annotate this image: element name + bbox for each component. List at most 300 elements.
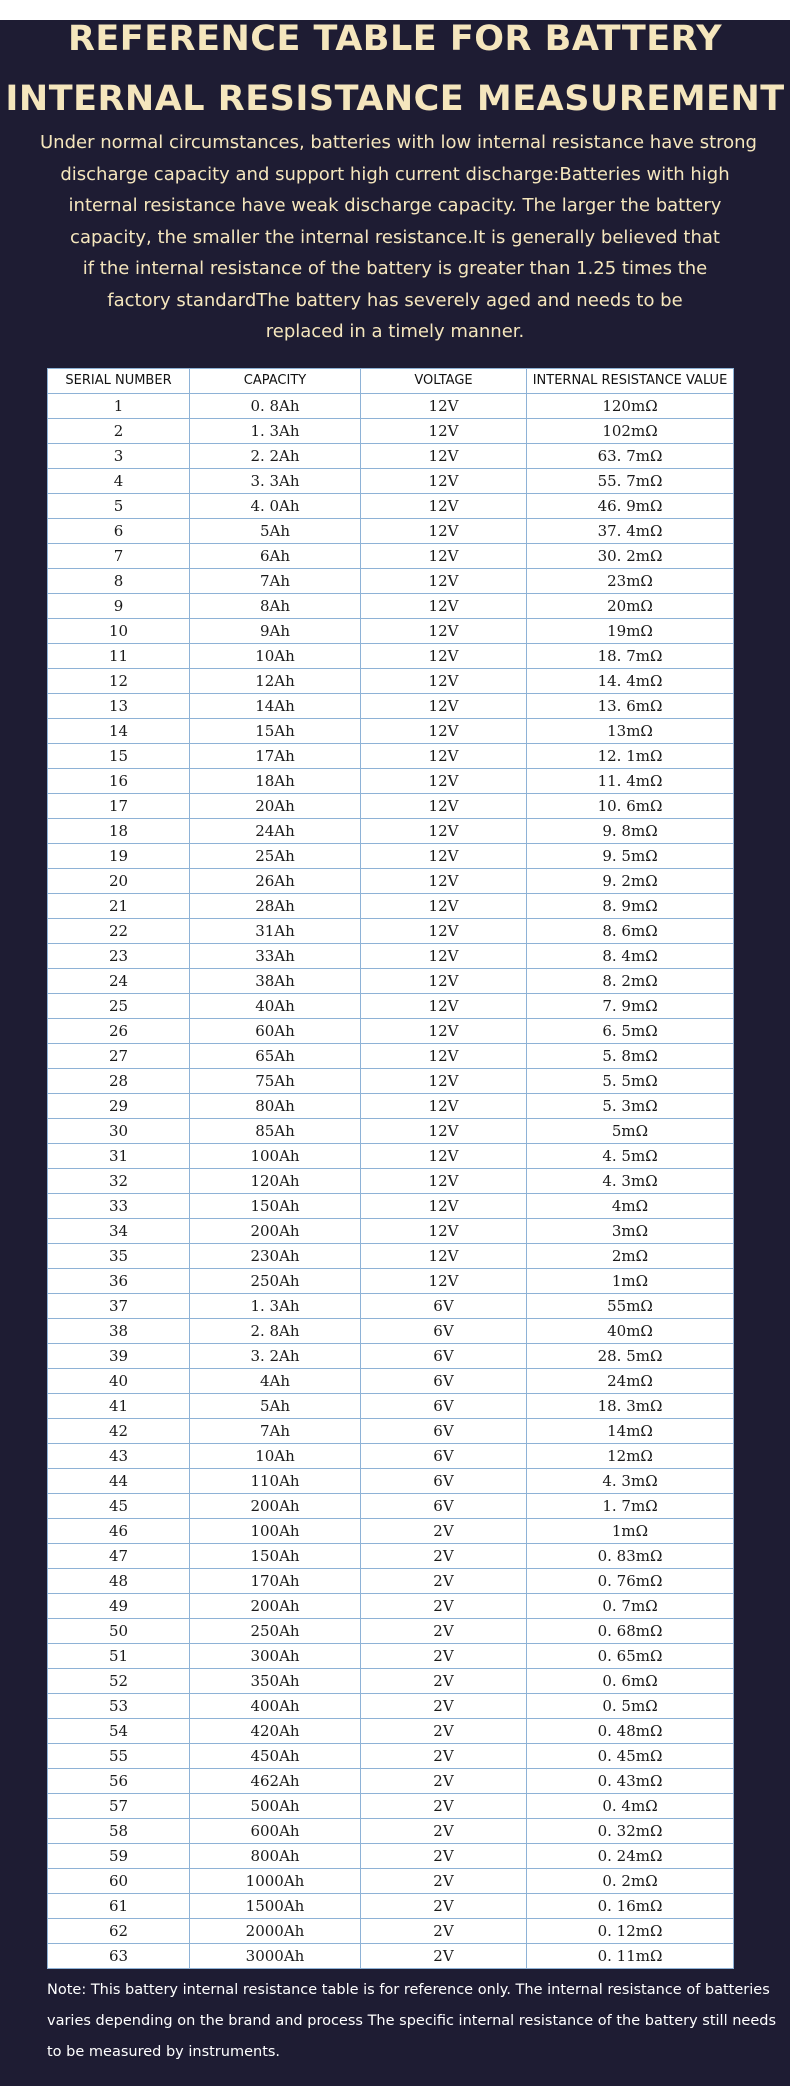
cell-serial-number: 52	[48, 1669, 190, 1694]
cell-capacity: 80Ah	[190, 1094, 361, 1119]
table-row	[48, 1619, 734, 1644]
table-row	[48, 944, 734, 969]
footnote	[47, 1975, 776, 2068]
cell-capacity: 1500Ah	[190, 1894, 361, 1919]
header-internal-resistance: INTERNAL RESISTANCE VALUE	[527, 369, 734, 394]
cell-serial-number: 5	[48, 494, 190, 519]
table-row	[48, 1569, 734, 1594]
cell-voltage: 12V	[361, 519, 527, 544]
cell-serial-number: 37	[48, 1294, 190, 1319]
cell-internal-resistance: 12. 1mΩ	[527, 744, 734, 769]
table-row	[48, 1494, 734, 1519]
table-row	[48, 1819, 734, 1844]
cell-capacity: 65Ah	[190, 1044, 361, 1069]
cell-voltage: 12V	[361, 1244, 527, 1269]
cell-serial-number: 29	[48, 1094, 190, 1119]
cell-serial-number: 58	[48, 1819, 190, 1844]
cell-serial-number: 55	[48, 1744, 190, 1769]
cell-serial-number: 47	[48, 1544, 190, 1569]
table-row	[48, 1119, 734, 1144]
cell-voltage: 12V	[361, 794, 527, 819]
cell-voltage: 12V	[361, 819, 527, 844]
cell-voltage: 2V	[361, 1694, 527, 1719]
table-row	[48, 1094, 734, 1119]
cell-capacity: 150Ah	[190, 1544, 361, 1569]
cell-voltage: 12V	[361, 1144, 527, 1169]
cell-internal-resistance: 28. 5mΩ	[527, 1344, 734, 1369]
cell-voltage: 2V	[361, 1894, 527, 1919]
table-row	[48, 1194, 734, 1219]
top-white-band	[0, 0, 790, 20]
cell-internal-resistance: 0. 11mΩ	[527, 1944, 734, 1969]
table-row	[48, 1069, 734, 1094]
cell-serial-number: 60	[48, 1869, 190, 1894]
cell-serial-number: 21	[48, 894, 190, 919]
title-line-2: INTERNAL RESISTANCE MEASUREMENT	[5, 79, 785, 119]
table-row	[48, 1519, 734, 1544]
cell-internal-resistance: 14. 4mΩ	[527, 669, 734, 694]
cell-serial-number: 34	[48, 1219, 190, 1244]
cell-voltage: 12V	[361, 944, 527, 969]
cell-serial-number: 32	[48, 1169, 190, 1194]
cell-serial-number: 12	[48, 669, 190, 694]
table-row	[48, 1219, 734, 1244]
table-row	[48, 469, 734, 494]
cell-capacity: 200Ah	[190, 1219, 361, 1244]
cell-internal-resistance: 3mΩ	[527, 1219, 734, 1244]
cell-internal-resistance: 9. 5mΩ	[527, 844, 734, 869]
cell-capacity: 18Ah	[190, 769, 361, 794]
intro-line: Under normal circumstances, batteries with low internal resistance have strong	[40, 132, 757, 153]
table-row	[48, 794, 734, 819]
cell-serial-number: 15	[48, 744, 190, 769]
cell-internal-resistance: 19mΩ	[527, 619, 734, 644]
cell-capacity: 2. 2Ah	[190, 444, 361, 469]
cell-internal-resistance: 24mΩ	[527, 1369, 734, 1394]
cell-serial-number: 44	[48, 1469, 190, 1494]
table-row	[48, 1919, 734, 1944]
cell-internal-resistance: 55. 7mΩ	[527, 469, 734, 494]
header-serial-number: SERIAL NUMBER	[48, 369, 190, 394]
table-header-row	[48, 369, 734, 394]
cell-internal-resistance: 5mΩ	[527, 1119, 734, 1144]
table-row	[48, 1594, 734, 1619]
cell-internal-resistance: 18. 3mΩ	[527, 1394, 734, 1419]
cell-voltage: 6V	[361, 1444, 527, 1469]
cell-capacity: 3. 2Ah	[190, 1344, 361, 1369]
cell-capacity: 8Ah	[190, 594, 361, 619]
cell-internal-resistance: 12mΩ	[527, 1444, 734, 1469]
intro-line: factory standardThe battery has severely aged and needs to be	[107, 289, 683, 311]
cell-capacity: 600Ah	[190, 1819, 361, 1844]
cell-serial-number: 6	[48, 519, 190, 544]
cell-capacity: 450Ah	[190, 1744, 361, 1769]
cell-serial-number: 13	[48, 694, 190, 719]
table-row	[48, 619, 734, 644]
cell-capacity: 25Ah	[190, 844, 361, 869]
cell-capacity: 31Ah	[190, 919, 361, 944]
footnote-line: Note: This battery internal resistance table is for reference only. The internal resistance of batteries	[47, 1982, 770, 1998]
table-row	[48, 844, 734, 869]
cell-capacity: 100Ah	[190, 1519, 361, 1544]
cell-internal-resistance: 13mΩ	[527, 719, 734, 744]
intro-paragraph	[40, 127, 757, 348]
cell-voltage: 12V	[361, 994, 527, 1019]
cell-capacity: 170Ah	[190, 1569, 361, 1594]
cell-voltage: 12V	[361, 419, 527, 444]
cell-voltage: 12V	[361, 769, 527, 794]
cell-voltage: 12V	[361, 469, 527, 494]
cell-voltage: 12V	[361, 1069, 527, 1094]
cell-voltage: 2V	[361, 1919, 527, 1944]
cell-internal-resistance: 8. 2mΩ	[527, 969, 734, 994]
cell-internal-resistance: 9. 2mΩ	[527, 869, 734, 894]
resistance-table-container	[47, 368, 733, 1969]
cell-internal-resistance: 4mΩ	[527, 1194, 734, 1219]
cell-voltage: 2V	[361, 1644, 527, 1669]
cell-internal-resistance: 7. 9mΩ	[527, 994, 734, 1019]
cell-serial-number: 27	[48, 1044, 190, 1069]
cell-capacity: 75Ah	[190, 1069, 361, 1094]
cell-capacity: 2. 8Ah	[190, 1319, 361, 1344]
table-row	[48, 869, 734, 894]
intro-line: internal resistance have weak discharge capacity. The larger the battery	[68, 195, 722, 216]
cell-capacity: 24Ah	[190, 819, 361, 844]
cell-internal-resistance: 8. 9mΩ	[527, 894, 734, 919]
cell-serial-number: 40	[48, 1369, 190, 1394]
cell-internal-resistance: 18. 7mΩ	[527, 644, 734, 669]
table-row	[48, 1744, 734, 1769]
cell-internal-resistance: 0. 24mΩ	[527, 1844, 734, 1869]
cell-internal-resistance: 8. 4mΩ	[527, 944, 734, 969]
cell-voltage: 2V	[361, 1594, 527, 1619]
cell-voltage: 12V	[361, 644, 527, 669]
cell-voltage: 6V	[361, 1494, 527, 1519]
table-body	[48, 394, 734, 1969]
cell-capacity: 462Ah	[190, 1769, 361, 1794]
cell-internal-resistance: 0. 32mΩ	[527, 1819, 734, 1844]
table-row	[48, 744, 734, 769]
table-row	[48, 644, 734, 669]
cell-internal-resistance: 14mΩ	[527, 1419, 734, 1444]
cell-serial-number: 8	[48, 569, 190, 594]
cell-internal-resistance: 5. 3mΩ	[527, 1094, 734, 1119]
cell-capacity: 26Ah	[190, 869, 361, 894]
cell-internal-resistance: 13. 6mΩ	[527, 694, 734, 719]
cell-capacity: 2000Ah	[190, 1919, 361, 1944]
cell-serial-number: 3	[48, 444, 190, 469]
intro-line: capacity, the smaller the internal resistance.It is generally believed that	[70, 226, 720, 248]
header-capacity: CAPACITY	[190, 369, 361, 394]
cell-internal-resistance: 1mΩ	[527, 1269, 734, 1294]
cell-voltage: 12V	[361, 1194, 527, 1219]
cell-internal-resistance: 1mΩ	[527, 1519, 734, 1544]
cell-internal-resistance: 0. 6mΩ	[527, 1669, 734, 1694]
cell-voltage: 12V	[361, 844, 527, 869]
cell-serial-number: 48	[48, 1569, 190, 1594]
table-row	[48, 969, 734, 994]
cell-internal-resistance: 23mΩ	[527, 569, 734, 594]
table-row	[48, 1694, 734, 1719]
cell-internal-resistance: 30. 2mΩ	[527, 544, 734, 569]
cell-internal-resistance: 0. 7mΩ	[527, 1594, 734, 1619]
cell-capacity: 9Ah	[190, 619, 361, 644]
cell-voltage: 12V	[361, 744, 527, 769]
cell-internal-resistance: 4. 5mΩ	[527, 1144, 734, 1169]
cell-capacity: 85Ah	[190, 1119, 361, 1144]
cell-internal-resistance: 63. 7mΩ	[527, 444, 734, 469]
cell-capacity: 300Ah	[190, 1644, 361, 1669]
cell-internal-resistance: 9. 8mΩ	[527, 819, 734, 844]
cell-serial-number: 18	[48, 819, 190, 844]
cell-internal-resistance: 4. 3mΩ	[527, 1169, 734, 1194]
table-row	[48, 494, 734, 519]
cell-internal-resistance: 1. 7mΩ	[527, 1494, 734, 1519]
cell-serial-number: 10	[48, 619, 190, 644]
intro-line: discharge capacity and support high current discharge:Batteries with high	[60, 163, 730, 185]
cell-serial-number: 45	[48, 1494, 190, 1519]
cell-capacity: 7Ah	[190, 569, 361, 594]
cell-serial-number: 43	[48, 1444, 190, 1469]
cell-serial-number: 38	[48, 1319, 190, 1344]
table-row	[48, 1244, 734, 1269]
cell-internal-resistance: 102mΩ	[527, 419, 734, 444]
cell-capacity: 28Ah	[190, 894, 361, 919]
cell-voltage: 6V	[361, 1394, 527, 1419]
cell-serial-number: 7	[48, 544, 190, 569]
cell-voltage: 12V	[361, 694, 527, 719]
cell-voltage: 12V	[361, 544, 527, 569]
cell-serial-number: 26	[48, 1019, 190, 1044]
cell-serial-number: 63	[48, 1944, 190, 1969]
table-row	[48, 1269, 734, 1294]
table-row	[48, 919, 734, 944]
cell-internal-resistance: 0. 12mΩ	[527, 1919, 734, 1944]
cell-internal-resistance: 6. 5mΩ	[527, 1019, 734, 1044]
table-row	[48, 1544, 734, 1569]
cell-serial-number: 9	[48, 594, 190, 619]
table-row	[48, 1344, 734, 1369]
cell-serial-number: 46	[48, 1519, 190, 1544]
cell-capacity: 3000Ah	[190, 1944, 361, 1969]
footnote-line: to be measured by instruments.	[47, 2044, 281, 2060]
cell-internal-resistance: 10. 6mΩ	[527, 794, 734, 819]
cell-capacity: 420Ah	[190, 1719, 361, 1744]
cell-capacity: 12Ah	[190, 669, 361, 694]
cell-capacity: 10Ah	[190, 1444, 361, 1469]
table-row	[48, 444, 734, 469]
cell-internal-resistance: 0. 43mΩ	[527, 1769, 734, 1794]
table-row	[48, 719, 734, 744]
cell-internal-resistance: 11. 4mΩ	[527, 769, 734, 794]
cell-capacity: 7Ah	[190, 1419, 361, 1444]
cell-capacity: 150Ah	[190, 1194, 361, 1219]
cell-voltage: 12V	[361, 619, 527, 644]
cell-capacity: 60Ah	[190, 1019, 361, 1044]
cell-internal-resistance: 0. 45mΩ	[527, 1744, 734, 1769]
header-voltage: VOLTAGE	[361, 369, 527, 394]
cell-voltage: 12V	[361, 919, 527, 944]
cell-voltage: 2V	[361, 1819, 527, 1844]
cell-capacity: 4. 0Ah	[190, 494, 361, 519]
table-row	[48, 769, 734, 794]
table-row	[48, 1844, 734, 1869]
cell-serial-number: 54	[48, 1719, 190, 1744]
cell-voltage: 12V	[361, 969, 527, 994]
table-row	[48, 819, 734, 844]
cell-internal-resistance: 40mΩ	[527, 1319, 734, 1344]
cell-voltage: 12V	[361, 569, 527, 594]
cell-serial-number: 35	[48, 1244, 190, 1269]
cell-capacity: 200Ah	[190, 1494, 361, 1519]
cell-capacity: 800Ah	[190, 1844, 361, 1869]
cell-internal-resistance: 0. 16mΩ	[527, 1894, 734, 1919]
cell-voltage: 6V	[361, 1469, 527, 1494]
cell-capacity: 350Ah	[190, 1669, 361, 1694]
cell-voltage: 12V	[361, 1044, 527, 1069]
cell-capacity: 10Ah	[190, 644, 361, 669]
table-row	[48, 1794, 734, 1819]
table-row	[48, 394, 734, 419]
table-row	[48, 1944, 734, 1969]
cell-serial-number: 30	[48, 1119, 190, 1144]
cell-capacity: 230Ah	[190, 1244, 361, 1269]
cell-voltage: 2V	[361, 1519, 527, 1544]
cell-serial-number: 51	[48, 1644, 190, 1669]
cell-internal-resistance: 55mΩ	[527, 1294, 734, 1319]
cell-serial-number: 53	[48, 1694, 190, 1719]
cell-capacity: 14Ah	[190, 694, 361, 719]
cell-serial-number: 23	[48, 944, 190, 969]
cell-voltage: 12V	[361, 1019, 527, 1044]
cell-voltage: 12V	[361, 444, 527, 469]
cell-internal-resistance: 120mΩ	[527, 394, 734, 419]
cell-internal-resistance: 0. 48mΩ	[527, 1719, 734, 1744]
cell-serial-number: 16	[48, 769, 190, 794]
cell-internal-resistance: 4. 3mΩ	[527, 1469, 734, 1494]
cell-serial-number: 33	[48, 1194, 190, 1219]
cell-capacity: 250Ah	[190, 1269, 361, 1294]
cell-internal-resistance: 0. 2mΩ	[527, 1869, 734, 1894]
cell-serial-number: 20	[48, 869, 190, 894]
page-title	[0, 18, 790, 121]
cell-voltage: 2V	[361, 1844, 527, 1869]
cell-voltage: 2V	[361, 1869, 527, 1894]
cell-voltage: 6V	[361, 1419, 527, 1444]
cell-internal-resistance: 0. 83mΩ	[527, 1544, 734, 1569]
cell-serial-number: 42	[48, 1419, 190, 1444]
table-row	[48, 1169, 734, 1194]
table-row	[48, 544, 734, 569]
table-row	[48, 1669, 734, 1694]
table-row	[48, 1869, 734, 1894]
footnote-line: varies depending on the brand and process The specific internal resistance of the battery still needs	[47, 2013, 776, 2029]
table-row	[48, 1469, 734, 1494]
cell-internal-resistance: 8. 6mΩ	[527, 919, 734, 944]
cell-serial-number: 31	[48, 1144, 190, 1169]
table-row	[48, 669, 734, 694]
cell-voltage: 6V	[361, 1319, 527, 1344]
cell-internal-resistance: 5. 5mΩ	[527, 1069, 734, 1094]
cell-serial-number: 25	[48, 994, 190, 1019]
cell-capacity: 33Ah	[190, 944, 361, 969]
cell-internal-resistance: 37. 4mΩ	[527, 519, 734, 544]
table-row	[48, 694, 734, 719]
cell-voltage: 2V	[361, 1769, 527, 1794]
table-row	[48, 894, 734, 919]
cell-serial-number: 22	[48, 919, 190, 944]
cell-serial-number: 49	[48, 1594, 190, 1619]
cell-capacity: 1. 3Ah	[190, 1294, 361, 1319]
table-row	[48, 1419, 734, 1444]
cell-serial-number: 36	[48, 1269, 190, 1294]
cell-serial-number: 56	[48, 1769, 190, 1794]
cell-voltage: 2V	[361, 1669, 527, 1694]
cell-serial-number: 59	[48, 1844, 190, 1869]
cell-voltage: 12V	[361, 594, 527, 619]
cell-internal-resistance: 46. 9mΩ	[527, 494, 734, 519]
cell-capacity: 20Ah	[190, 794, 361, 819]
table-row	[48, 569, 734, 594]
cell-serial-number: 19	[48, 844, 190, 869]
cell-voltage: 6V	[361, 1369, 527, 1394]
table-row	[48, 994, 734, 1019]
table-row	[48, 419, 734, 444]
cell-capacity: 4Ah	[190, 1369, 361, 1394]
cell-voltage: 2V	[361, 1719, 527, 1744]
cell-capacity: 15Ah	[190, 719, 361, 744]
cell-voltage: 12V	[361, 1169, 527, 1194]
table-row	[48, 1719, 734, 1744]
cell-serial-number: 11	[48, 644, 190, 669]
cell-voltage: 12V	[361, 394, 527, 419]
table-row	[48, 1144, 734, 1169]
cell-voltage: 12V	[361, 869, 527, 894]
table-row	[48, 1769, 734, 1794]
cell-serial-number: 62	[48, 1919, 190, 1944]
cell-internal-resistance: 5. 8mΩ	[527, 1044, 734, 1069]
cell-internal-resistance: 0. 4mΩ	[527, 1794, 734, 1819]
cell-voltage: 2V	[361, 1744, 527, 1769]
cell-internal-resistance: 0. 76mΩ	[527, 1569, 734, 1594]
cell-capacity: 1. 3Ah	[190, 419, 361, 444]
cell-capacity: 250Ah	[190, 1619, 361, 1644]
cell-serial-number: 61	[48, 1894, 190, 1919]
cell-capacity: 100Ah	[190, 1144, 361, 1169]
cell-serial-number: 24	[48, 969, 190, 994]
title-line-1: REFERENCE TABLE FOR BATTERY	[67, 19, 723, 59]
resistance-table	[47, 368, 734, 1969]
table-row	[48, 1394, 734, 1419]
cell-serial-number: 41	[48, 1394, 190, 1419]
cell-voltage: 12V	[361, 1119, 527, 1144]
cell-capacity: 5Ah	[190, 1394, 361, 1419]
cell-voltage: 6V	[361, 1344, 527, 1369]
cell-internal-resistance: 0. 65mΩ	[527, 1644, 734, 1669]
table-row	[48, 1444, 734, 1469]
table-row	[48, 1644, 734, 1669]
cell-capacity: 120Ah	[190, 1169, 361, 1194]
cell-capacity: 400Ah	[190, 1694, 361, 1719]
cell-voltage: 12V	[361, 1219, 527, 1244]
cell-serial-number: 28	[48, 1069, 190, 1094]
cell-serial-number: 57	[48, 1794, 190, 1819]
cell-serial-number: 17	[48, 794, 190, 819]
cell-serial-number: 1	[48, 394, 190, 419]
cell-capacity: 110Ah	[190, 1469, 361, 1494]
cell-voltage: 2V	[361, 1794, 527, 1819]
table-row	[48, 519, 734, 544]
